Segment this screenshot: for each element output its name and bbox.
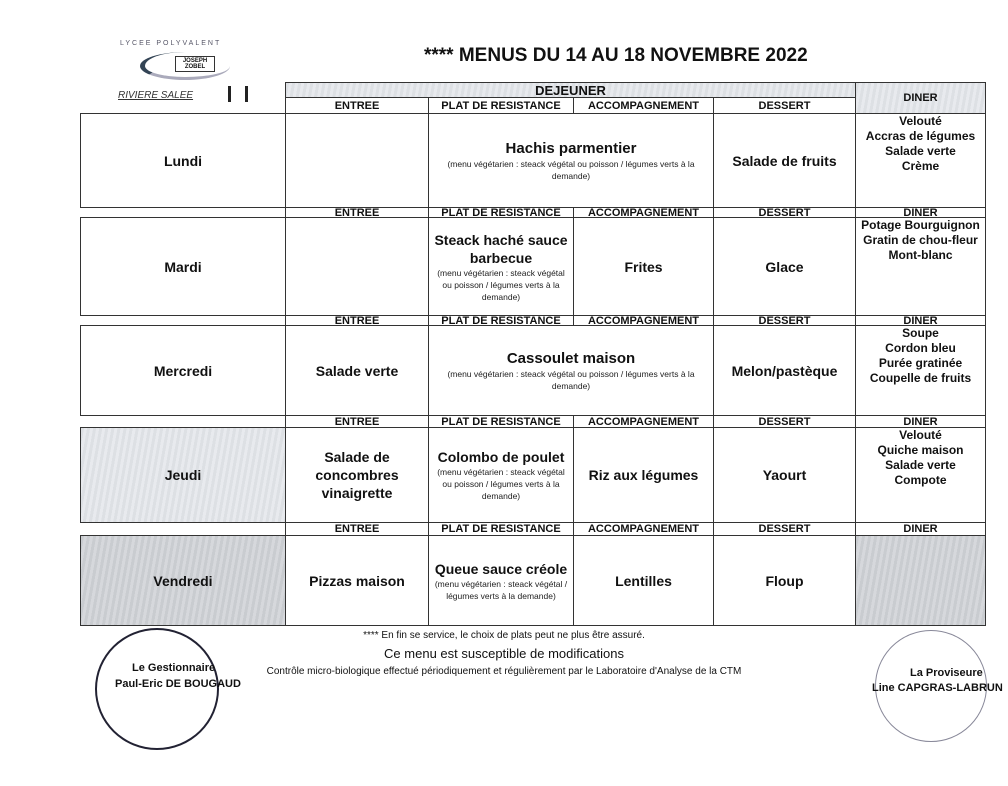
dessert-cell: Yaourt bbox=[713, 427, 856, 523]
plat-name: Hachis parmentier bbox=[505, 140, 637, 157]
subheader-plat: PLAT DE RESISTANCE bbox=[428, 97, 574, 114]
left-sign-role: Le Gestionnaire bbox=[132, 662, 216, 674]
diner-item: Velouté bbox=[899, 114, 942, 128]
vegetarian-note: (menu végétarien : steack végétal ou poisson / légumes verts à la demande) bbox=[447, 159, 695, 181]
dessert-cell: Salade de fruits bbox=[713, 113, 856, 208]
subheader-plat: PLAT DE RESISTANCE bbox=[428, 415, 574, 428]
diner-cell bbox=[855, 113, 986, 208]
subheader-dessert: DESSERT bbox=[713, 522, 856, 536]
right-sign-name: Line CAPGRAS-LABRUN bbox=[872, 682, 1003, 694]
diner-item: Crème bbox=[901, 159, 940, 173]
diner-item: Soupe bbox=[902, 326, 939, 340]
entree-cell: Salade de concombres vinaigrette bbox=[285, 427, 429, 523]
footer-note: **** En fin se service, le choix de plats peut ne plus être assuré. bbox=[363, 630, 645, 641]
vegetarian-note: (menu végétarien : steack végétal ou poisson / légumes verts à la demande) bbox=[447, 369, 695, 391]
subheader-entree: ENTREE bbox=[285, 315, 429, 326]
subheader-dessert: DESSERT bbox=[713, 315, 856, 326]
footer-modifications: Ce menu est susceptible de modifications bbox=[384, 646, 624, 661]
logo-top-text: LYCEE POLYVALENT bbox=[120, 40, 222, 47]
left-sign-name: Paul-Eric DE BOUGAUD bbox=[115, 678, 241, 690]
diner-cell bbox=[855, 535, 986, 626]
plat-name: Cassoulet maison bbox=[506, 350, 636, 367]
day-label: Jeudi bbox=[80, 427, 286, 523]
entree-cell: Pizzas maison bbox=[285, 535, 429, 626]
diner-item: Purée gratinée bbox=[878, 356, 963, 370]
diner-item: Quiche maison bbox=[877, 443, 964, 457]
subheader-accomp: ACCOMPAGNEMENT bbox=[573, 415, 714, 428]
entree-cell bbox=[285, 217, 429, 316]
subheader-plat: PLAT DE RESISTANCE bbox=[428, 522, 574, 536]
diner-cell bbox=[855, 217, 986, 316]
subheader-diner: DINER bbox=[855, 207, 986, 218]
vegetarian-note: (menu végétarien : steack végétal ou poisson / légumes verts à la demande) bbox=[437, 467, 565, 501]
dessert-cell: Floup bbox=[713, 535, 856, 626]
subheader-entree: ENTREE bbox=[285, 415, 429, 428]
diner-item: Compote bbox=[894, 473, 947, 487]
plat-cell bbox=[428, 325, 714, 416]
right-sign-role: La Proviseure bbox=[910, 667, 983, 679]
subheader-entree: ENTREE bbox=[285, 522, 429, 536]
subheader-diner: DINER bbox=[855, 415, 986, 428]
subheader-plat: PLAT DE RESISTANCE bbox=[428, 207, 574, 218]
subheader-accomp: ACCOMPAGNEMENT bbox=[573, 522, 714, 536]
header-dejeuner: DEJEUNER bbox=[285, 82, 856, 98]
diner-item: Cordon bleu bbox=[885, 341, 956, 355]
entree-cell: Salade verte bbox=[285, 325, 429, 416]
dessert-cell: Glace bbox=[713, 217, 856, 316]
diner-item: Mont-blanc bbox=[888, 248, 953, 262]
subheader-accomp: ACCOMPAGNEMENT bbox=[573, 97, 714, 114]
vegetarian-note: (menu végétarien : steack végétal ou poisson / légumes verts à la demande) bbox=[437, 267, 565, 302]
day-label: Lundi bbox=[80, 113, 286, 208]
subheader-dessert: DESSERT bbox=[713, 415, 856, 428]
diner-cell bbox=[855, 325, 986, 416]
subheader-diner: DINER bbox=[855, 522, 986, 536]
plat-name: Colombo de poulet bbox=[437, 449, 565, 465]
accompagnement-cell: Lentilles bbox=[573, 535, 714, 626]
vegetarian-note: (menu végétarien : steack végétal / légumes verts à la demande) bbox=[434, 578, 568, 601]
footer-control: Contrôle micro-biologique effectué périodiquement et régulièrement par le Laboratoire d'Analyse de la CTM bbox=[266, 666, 742, 677]
header-diner: DINER bbox=[855, 82, 986, 114]
diner-item: Salade verte bbox=[885, 144, 956, 158]
school-logo bbox=[110, 40, 260, 100]
plat-name: Steack haché sauce barbecue bbox=[434, 231, 568, 266]
logo-town: RIVIERE SALEE bbox=[118, 90, 194, 101]
plat-name: Queue sauce créole bbox=[434, 560, 568, 577]
diner-item: Gratin de chou-fleur bbox=[863, 233, 978, 247]
diner-item: Coupelle de fruits bbox=[869, 371, 972, 385]
subheader-plat: PLAT DE RESISTANCE bbox=[428, 315, 574, 326]
subheader-dessert: DESSERT bbox=[713, 207, 856, 218]
plat-cell bbox=[428, 427, 574, 523]
dessert-cell: Melon/pastèque bbox=[713, 325, 856, 416]
entree-cell bbox=[285, 113, 429, 208]
plat-cell bbox=[428, 217, 574, 316]
accompagnement-cell: Frites bbox=[573, 217, 714, 316]
diner-item: Velouté bbox=[899, 428, 942, 442]
day-label: Vendredi bbox=[80, 535, 286, 626]
subheader-dessert: DESSERT bbox=[713, 97, 856, 114]
day-label: Mardi bbox=[80, 217, 286, 316]
diner-item: Accras de légumes bbox=[865, 129, 976, 143]
diner-cell bbox=[855, 427, 986, 523]
subheader-diner: DINER bbox=[855, 315, 986, 326]
subheader-accomp: ACCOMPAGNEMENT bbox=[573, 207, 714, 218]
diner-item: Potage Bourguignon bbox=[861, 218, 980, 232]
page-title: **** MENUS DU 14 AU 18 NOVEMBRE 2022 bbox=[424, 45, 808, 66]
plat-cell bbox=[428, 113, 714, 208]
logo-name: JOSEPH ZOBEL bbox=[175, 56, 215, 72]
day-label: Mercredi bbox=[80, 325, 286, 416]
diner-item: Salade verte bbox=[885, 458, 956, 472]
subheader-accomp: ACCOMPAGNEMENT bbox=[573, 315, 714, 326]
plat-cell bbox=[428, 535, 574, 626]
subheader-entree: ENTREE bbox=[285, 97, 429, 114]
accompagnement-cell: Riz aux légumes bbox=[573, 427, 714, 523]
subheader-entree: ENTREE bbox=[285, 207, 429, 218]
